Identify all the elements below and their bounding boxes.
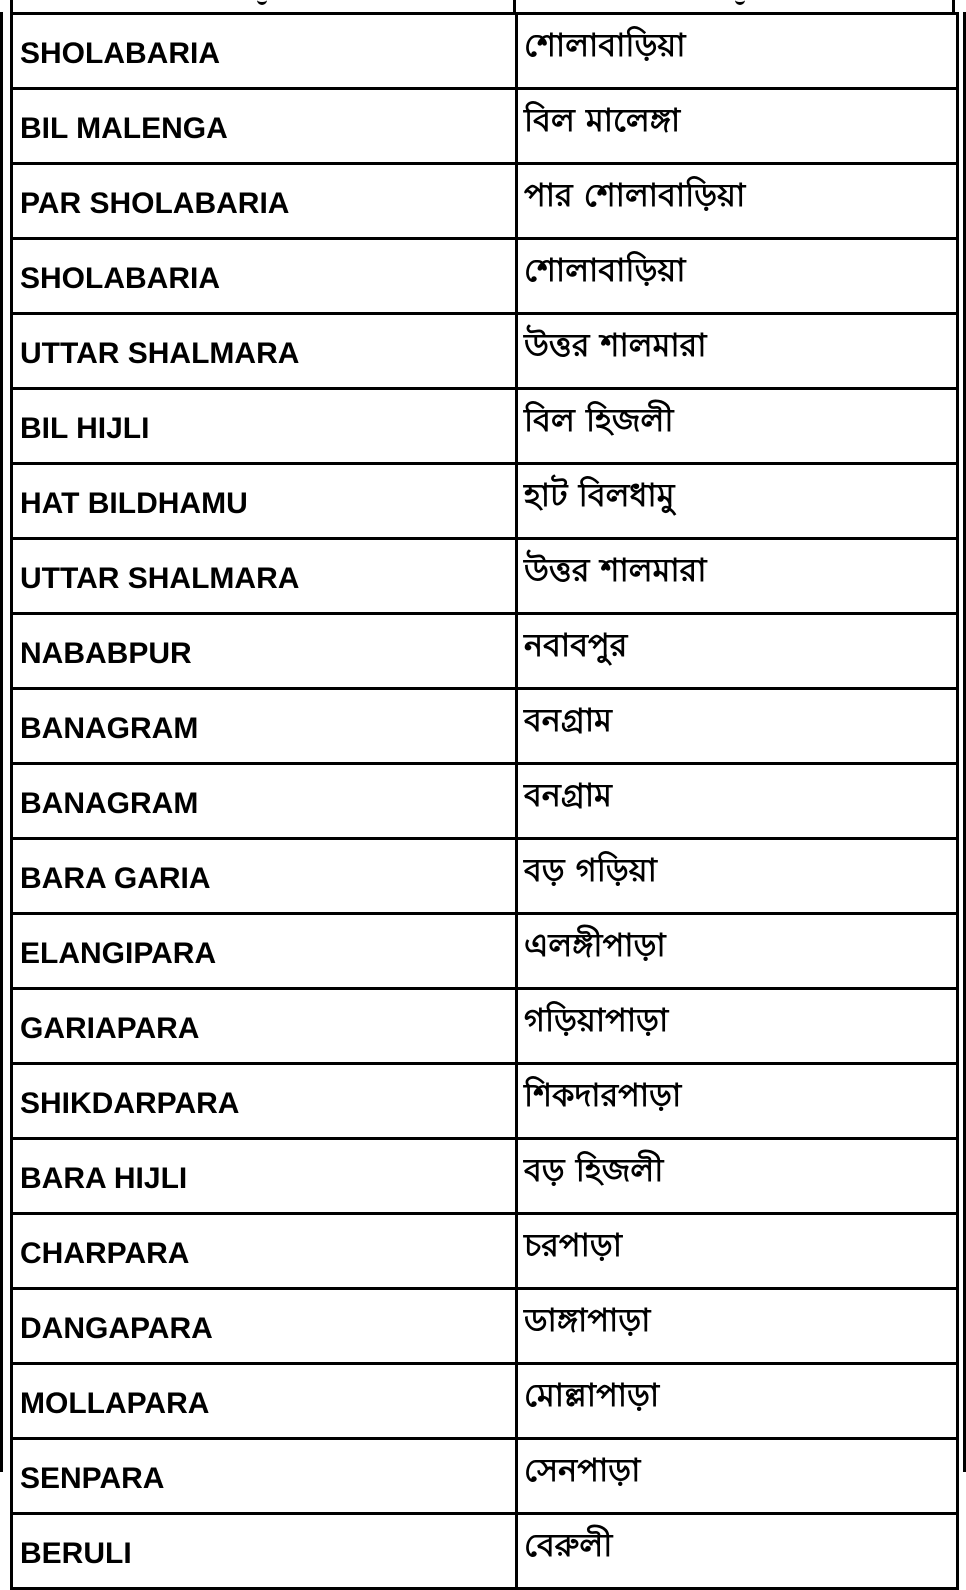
english-name-cell: SHIKDARPARA	[12, 1064, 517, 1139]
table-row	[12, 1364, 958, 1439]
column-border	[952, 0, 955, 12]
table-row	[12, 389, 958, 464]
table-row	[12, 1214, 958, 1289]
bengali-name-cell: ডাঙ্গাপাড়া	[517, 1289, 958, 1364]
left-edge-border	[0, 12, 3, 1472]
bengali-name-cell: নবাবপুর	[517, 614, 958, 689]
english-name-cell: GARIAPARA	[12, 989, 517, 1064]
table-row	[12, 239, 958, 314]
column-border	[513, 0, 516, 12]
village-name-table	[10, 12, 959, 1590]
english-name-cell: BIL HIJLI	[12, 389, 517, 464]
bengali-name-cell: এলঙ্গীপাড়া	[517, 914, 958, 989]
english-name-cell: BERULI	[12, 1514, 517, 1589]
english-name-cell: MOLLAPARA	[12, 1364, 517, 1439]
table-row	[12, 1289, 958, 1364]
english-name-cell: BIL MALENGA	[12, 89, 517, 164]
english-name-cell: CHARPARA	[12, 1214, 517, 1289]
table-row	[12, 89, 958, 164]
cropped-previous-row	[0, 0, 966, 12]
bengali-name-cell: বিল মালেঙ্গা	[517, 89, 958, 164]
english-name-cell: ELANGIPARA	[12, 914, 517, 989]
english-name-cell: UTTAR SHALMARA	[12, 539, 517, 614]
table-row	[12, 614, 958, 689]
english-name-cell: SHOLABARIA	[12, 14, 517, 89]
english-name-cell: PAR SHOLABARIA	[12, 164, 517, 239]
table-row	[12, 1439, 958, 1514]
table-row	[12, 764, 958, 839]
cropped-glyph	[257, 0, 267, 5]
table-row	[12, 839, 958, 914]
table-row	[12, 314, 958, 389]
bengali-name-cell: উত্তর শালমারা	[517, 539, 958, 614]
bengali-name-cell: বনগ্রাম	[517, 764, 958, 839]
table-row	[12, 989, 958, 1064]
bengali-name-cell: শোলাবাড়িয়া	[517, 239, 958, 314]
english-name-cell: BARA HIJLI	[12, 1139, 517, 1214]
bengali-name-cell: হাট বিলধামু	[517, 464, 958, 539]
english-name-cell: DANGAPARA	[12, 1289, 517, 1364]
table-row	[12, 1139, 958, 1214]
table-row	[12, 14, 958, 89]
bengali-name-cell: বেরুলী	[517, 1514, 958, 1589]
table-row	[12, 914, 958, 989]
english-name-cell: SHOLABARIA	[12, 239, 517, 314]
bengali-name-cell: বড় হিজলী	[517, 1139, 958, 1214]
english-name-cell: HAT BILDHAMU	[12, 464, 517, 539]
bengali-name-cell: মোল্লাপাড়া	[517, 1364, 958, 1439]
table-row	[12, 539, 958, 614]
english-name-cell: BANAGRAM	[12, 764, 517, 839]
english-name-cell: SENPARA	[12, 1439, 517, 1514]
bengali-name-cell: বিল হিজলী	[517, 389, 958, 464]
table-row	[12, 689, 958, 764]
bengali-name-cell: উত্তর শালমারা	[517, 314, 958, 389]
table-body	[12, 14, 958, 1589]
table-row	[12, 1064, 958, 1139]
cropped-glyph	[735, 0, 745, 5]
english-name-cell: UTTAR SHALMARA	[12, 314, 517, 389]
bengali-name-cell: চরপাড়া	[517, 1214, 958, 1289]
english-name-cell: NABABPUR	[12, 614, 517, 689]
bengali-name-cell: বড় গড়িয়া	[517, 839, 958, 914]
bengali-name-cell: পার শোলাবাড়িয়া	[517, 164, 958, 239]
table-row	[12, 164, 958, 239]
table-row	[12, 1514, 958, 1589]
english-name-cell: BARA GARIA	[12, 839, 517, 914]
english-name-cell: BANAGRAM	[12, 689, 517, 764]
bengali-name-cell: শিকদারপাড়া	[517, 1064, 958, 1139]
bengali-name-cell: গড়িয়াপাড়া	[517, 989, 958, 1064]
bengali-name-cell: বনগ্রাম	[517, 689, 958, 764]
bengali-name-cell: সেনপাড়া	[517, 1439, 958, 1514]
bengali-name-cell: শোলাবাড়িয়া	[517, 14, 958, 89]
column-border	[10, 0, 13, 12]
table-row	[12, 464, 958, 539]
